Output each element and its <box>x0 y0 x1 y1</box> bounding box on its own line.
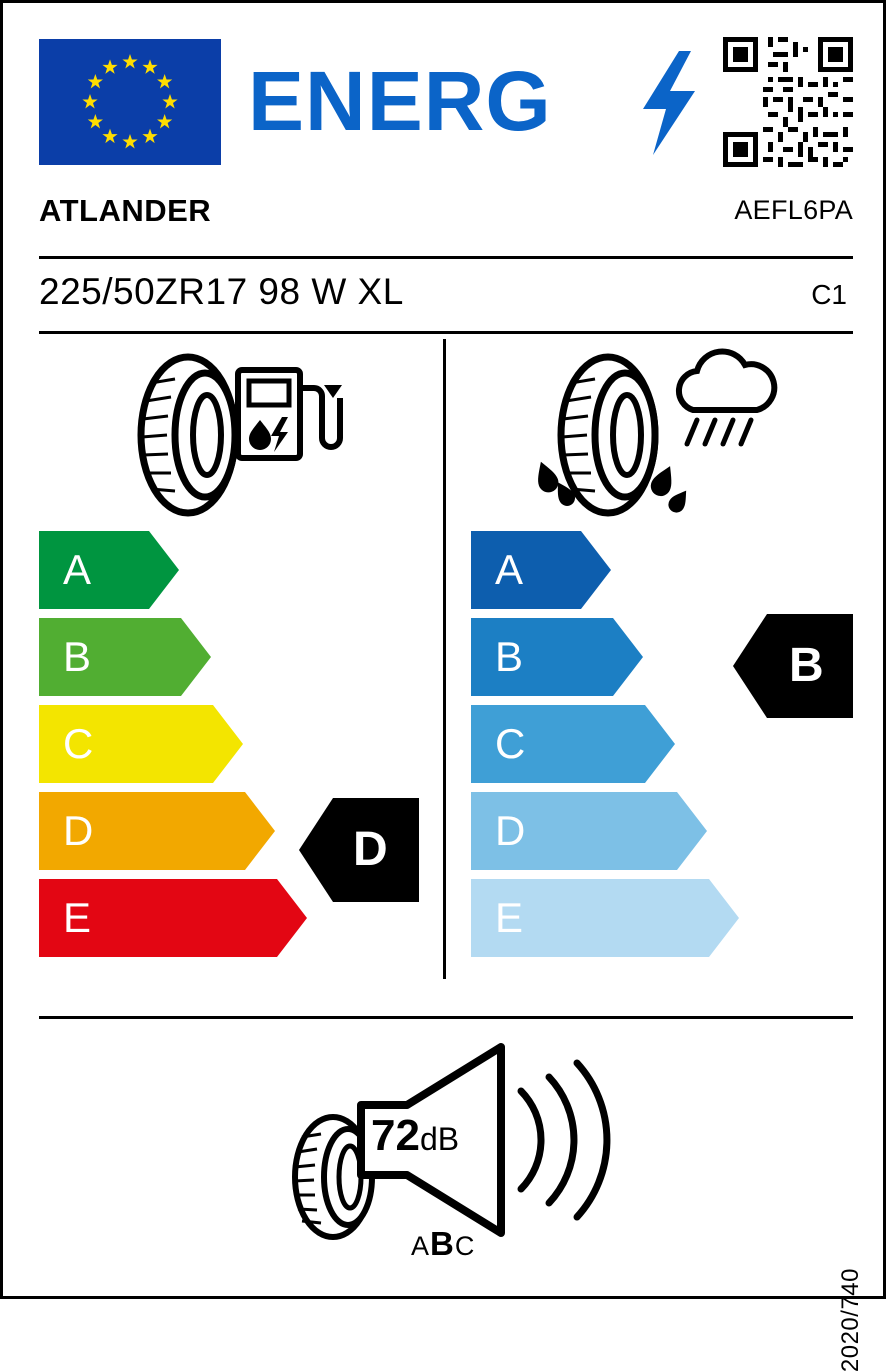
tyre-size: 225/50ZR17 98 W XL <box>39 271 404 312</box>
eu-flag-icon <box>39 39 221 165</box>
fuel-selected-marker <box>299 798 419 902</box>
tyre-sku: AEFL6PA <box>734 195 853 225</box>
fuel-selected-letter: D <box>353 823 388 876</box>
fuel-grade-letter: B <box>63 633 92 680</box>
rain-cloud-tyre-icon <box>533 348 793 523</box>
energy-wordmark: ENERG <box>248 54 552 148</box>
lightning-bolt-icon <box>639 51 699 155</box>
wet-grade-letter: D <box>495 807 526 854</box>
wet-grade-letter: E <box>495 894 524 941</box>
fuel-grade-letter: E <box>63 894 92 941</box>
manufacturer-name: ATLANDER <box>39 193 212 228</box>
noise-class-a: A <box>411 1231 431 1261</box>
divider-middle <box>39 331 853 334</box>
regulation-reference: 2020/740 <box>837 1268 864 1372</box>
noise-decibels: 72 <box>371 1111 420 1160</box>
wet-selected-marker <box>733 614 853 718</box>
fuel-grade-letter: A <box>63 546 92 593</box>
fuel-grade-letter: D <box>63 807 94 854</box>
wet-grade-letter: C <box>495 720 526 767</box>
qr-code-icon <box>723 37 853 167</box>
noise-class-scale <box>411 1225 475 1263</box>
noise-class-c: C <box>454 1231 476 1261</box>
noise-value <box>371 1111 459 1161</box>
divider-top <box>39 256 853 259</box>
noise-class-b-selected: B <box>430 1225 455 1262</box>
wet-grade-letter: A <box>495 546 524 593</box>
divider-bottom <box>39 1016 853 1019</box>
wet-grade-letter: B <box>495 633 524 680</box>
brand-row <box>3 193 889 253</box>
vertical-divider <box>443 339 446 979</box>
wet-selected-letter: B <box>789 639 824 692</box>
tyre-class-code: C1 <box>811 279 847 310</box>
label-header <box>3 3 889 188</box>
fuel-pump-tyre-icon <box>123 348 343 523</box>
fuel-grade-letter: C <box>63 720 94 767</box>
noise-unit: dB <box>419 1121 460 1157</box>
